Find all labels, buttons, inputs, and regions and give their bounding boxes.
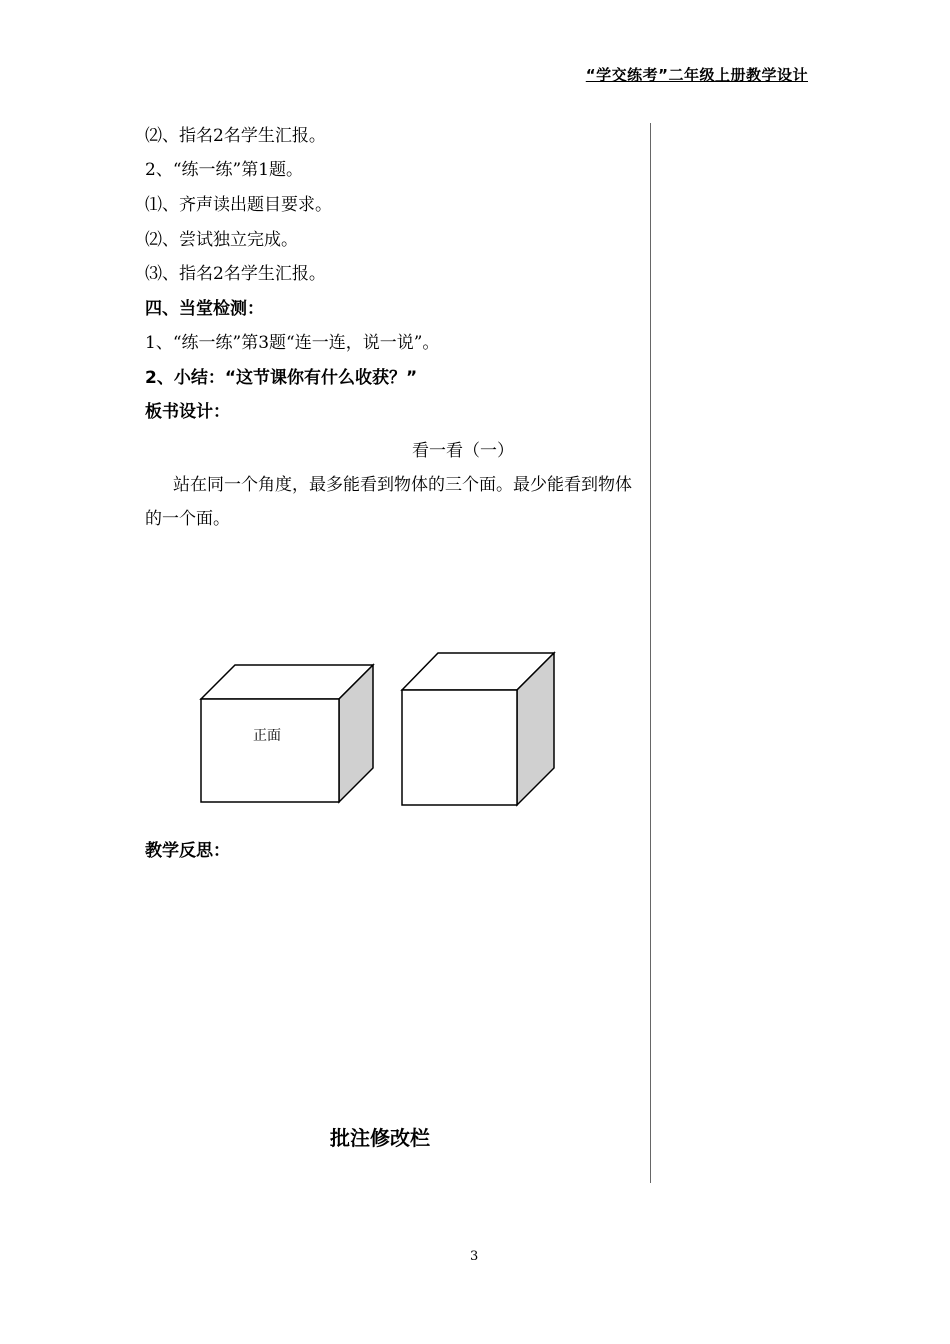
line-practice-3: 1、“练一练”第3题“连一连，说一说”。 — [145, 333, 440, 353]
line-read-aloud: ⑴、齐声读出题目要求。 — [145, 195, 332, 215]
page-header: “学交练考”二年级上册教学设计 — [585, 66, 808, 84]
board-title: 看一看（一） — [412, 441, 514, 461]
line-report-2: ⑶、指名2名学生汇报。 — [145, 264, 326, 284]
line-report-1: ⑵、指名2名学生汇报。 — [145, 126, 326, 146]
left-box-front — [201, 699, 339, 802]
right-cube-front — [402, 690, 517, 805]
section-class-check: 四、当堂检测： — [145, 299, 264, 319]
annotation-column-title: 批注修改栏 — [330, 1126, 430, 1150]
cube-figure — [195, 645, 565, 815]
section-board-design: 板书设计： — [145, 402, 230, 422]
section-teaching-reflection: 教学反思： — [145, 841, 230, 861]
front-face-label: 正面 — [253, 728, 281, 744]
page-number: 3 — [470, 1249, 479, 1264]
line-try-independently: ⑵、尝试独立完成。 — [145, 230, 298, 250]
annotation-divider — [650, 123, 651, 1183]
board-text: 站在同一个角度，最多能看到物体的三个面。最少能看到物体的一个面。 — [145, 475, 632, 529]
line-practice-1: 2、“练一练”第1题。 — [145, 160, 304, 180]
line-summary: 2、小结：“这节课你有什么收获？” — [145, 368, 418, 388]
